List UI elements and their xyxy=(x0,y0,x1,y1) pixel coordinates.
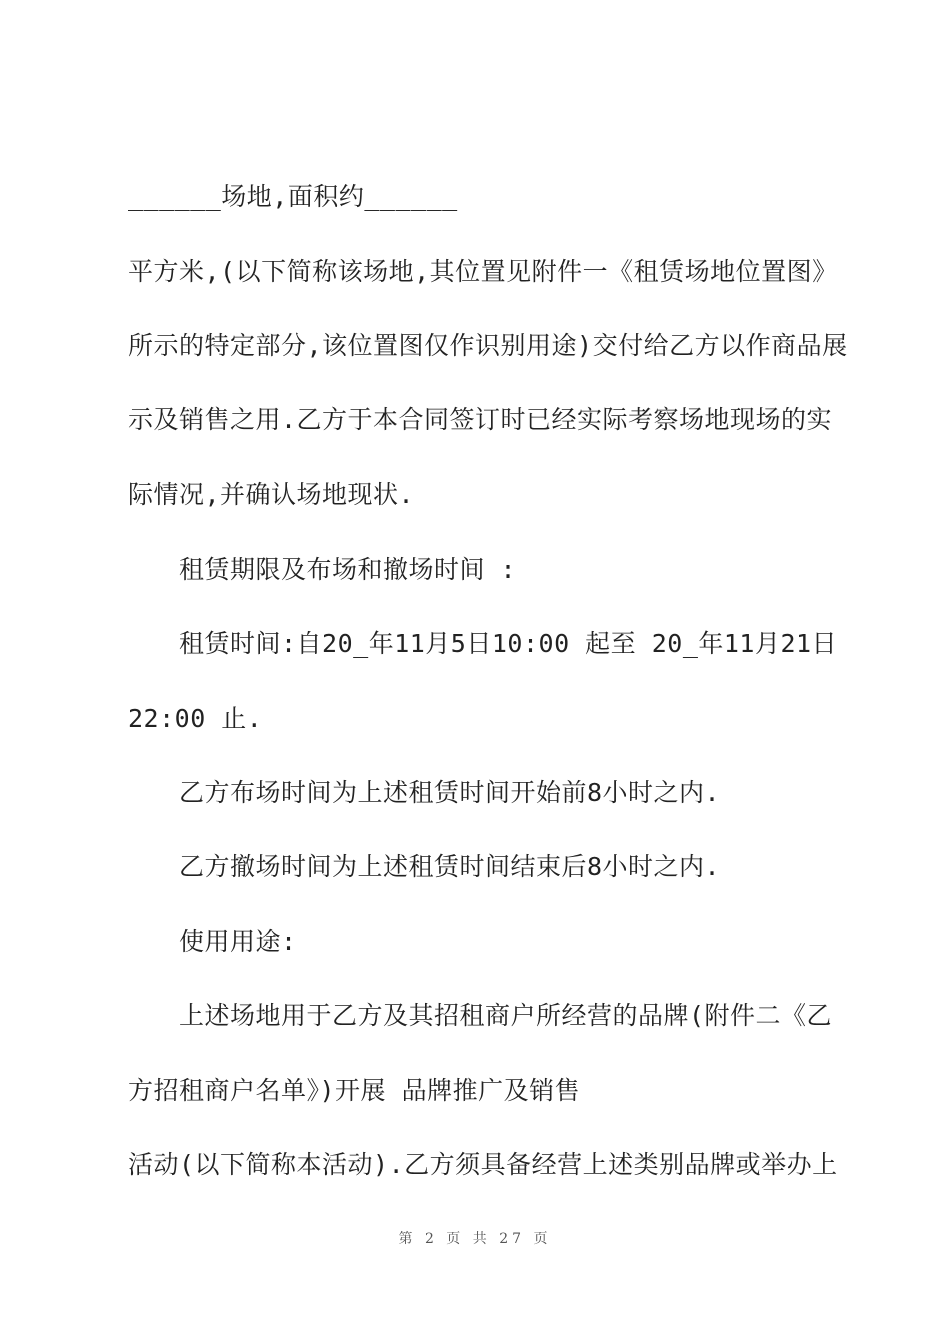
section-heading: 租赁期限及布场和撤场时间 : xyxy=(179,555,517,584)
body-line: 乙方撤场时间为上述租赁时间结束后8小时之内. xyxy=(179,852,721,881)
body-line: 活动(以下简称本活动).乙方须具备经营上述类别品牌或举办上 xyxy=(128,1150,838,1179)
body-line: 乙方布场时间为上述租赁时间开始前8小时之内. xyxy=(179,778,721,807)
body-line: 际情况,并确认场地现状. xyxy=(128,480,415,509)
body-line: 所示的特定部分,该位置图仅作识别用途)交付给乙方以作商品展 xyxy=(128,331,848,360)
body-line: 平方米,(以下简称该场地,其位置见附件一《租赁场地位置图》 xyxy=(128,257,838,286)
page-number-footer: 第 2 页 共 27 页 xyxy=(398,1231,552,1247)
body-line: 示及销售之用.乙方于本合同签订时已经实际考察场地现场的实 xyxy=(128,405,833,434)
section-heading: 使用用途: xyxy=(179,927,297,956)
body-line: 租赁时间:自20_年11月5日10:00 起至 20_年11月21日 xyxy=(179,629,838,658)
body-line: 22:00 止. xyxy=(128,704,263,733)
body-line: 上述场地用于乙方及其招租商户所经营的品牌(附件二《乙 xyxy=(179,1001,833,1030)
body-line: 方招租商户名单》)开展 品牌推广及销售 xyxy=(128,1076,581,1105)
body-line: ______场地,面积约______ xyxy=(128,182,458,211)
